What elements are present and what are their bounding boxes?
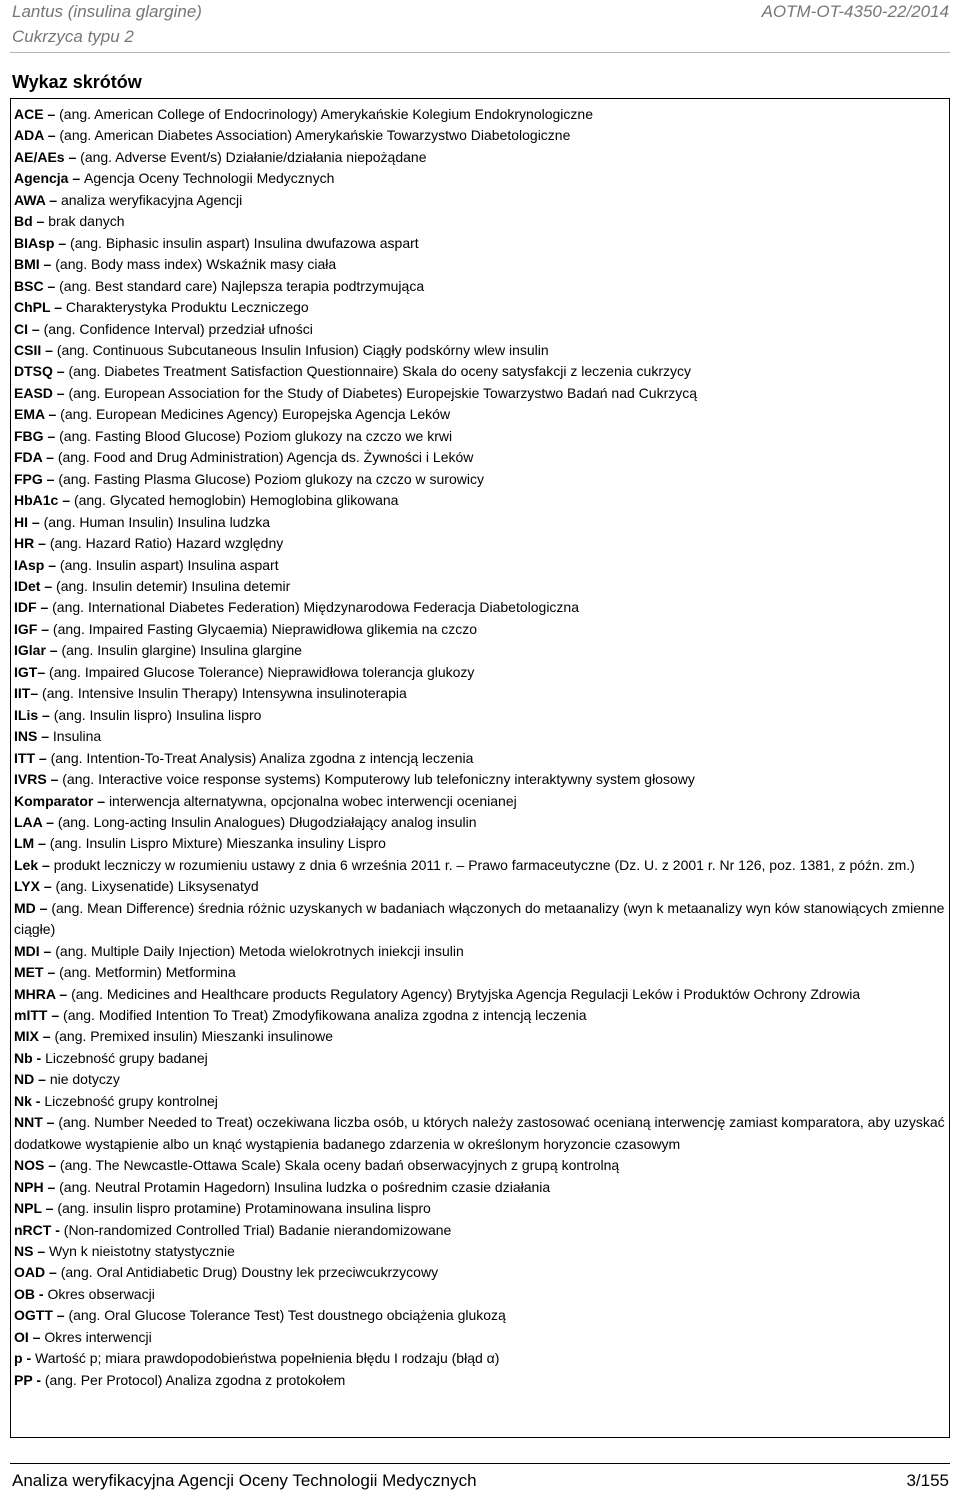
abbreviation-separator: –: [39, 878, 56, 895]
abbreviation-separator: –: [46, 771, 63, 788]
abbreviation-term: IDF: [14, 599, 37, 616]
abbreviation-separator: -: [31, 1092, 45, 1109]
abbreviation-entry: [14, 962, 946, 983]
abbreviation-entry: [14, 662, 946, 683]
abbreviation-term: MET: [14, 964, 44, 981]
abbreviation-separator: –: [36, 599, 53, 616]
abbreviation-definition: (ang. Adverse Event/s) Działanie/działania niepożądane: [80, 148, 427, 165]
abbreviation-term: nRCT: [14, 1221, 52, 1238]
abbreviation-entry: [14, 426, 946, 447]
abbreviation-separator: –: [41, 341, 57, 358]
abbreviation-term: p: [14, 1350, 23, 1367]
abbreviation-term: ACE: [14, 106, 44, 122]
abbreviation-entry: [14, 1048, 946, 1069]
abbreviation-definition: Okres obserwacji: [47, 1285, 155, 1302]
abbreviation-term: MHRA: [14, 985, 56, 1002]
abbreviation-entry: [14, 512, 946, 533]
abbreviation-term: INS: [14, 728, 38, 745]
abbreviation-definition: (ang. European Medicines Agency) Europejska Agencja Leków: [60, 406, 451, 423]
abbreviation-term: ND: [14, 1071, 35, 1088]
abbreviation-definition: (ang. Long-acting Insulin Analogues) Długodziałający analog insulin: [57, 813, 477, 830]
abbreviation-term: OGTT: [14, 1307, 53, 1324]
abbreviation-definition: (ang. Confidence Interval) przedział ufności: [43, 320, 313, 337]
abbreviation-definition: (ang. Fasting Blood Glucose) Poziom glukozy na czczo we krwi: [59, 427, 453, 444]
abbreviation-definition: (ang. Interactive voice response systems) Komputerowy lub telefoniczny interaktywny system głosowy: [62, 771, 695, 788]
abbreviation-separator: –: [43, 127, 60, 144]
abbreviation-definition: (ang. Diabetes Treatment Satisfaction Questionnaire) Skala do oceny satysfakcji z leczenia cukrzycy: [68, 363, 691, 380]
abbreviation-separator: –: [32, 213, 49, 230]
abbreviation-term: BMI: [14, 256, 40, 273]
abbreviation-entry: [14, 683, 946, 704]
document-code: AOTM-OT-4350-22/2014: [761, 2, 949, 21]
abbreviation-definition: Insulina: [52, 728, 102, 745]
abbreviation-entry: [14, 276, 946, 297]
abbreviation-separator: –: [50, 299, 66, 316]
abbreviation-definition: (ang. Premixed insulin) Mieszanki insulinowe: [54, 1028, 334, 1045]
abbreviation-definition: (ang. Insulin detemir) Insulina detemir: [56, 577, 291, 594]
abbreviation-term: ChPL: [14, 299, 51, 316]
abbreviation-separator: –: [52, 1307, 69, 1324]
abbreviation-definition: Okres interwencji: [44, 1328, 152, 1345]
document-subtitle: Cukrzyca typu 2: [12, 27, 134, 46]
abbreviation-entry: [14, 1241, 946, 1262]
abbreviation-separator: –: [40, 577, 57, 594]
abbreviation-term: Lek: [14, 856, 39, 873]
abbreviation-entry: [14, 319, 946, 340]
abbreviation-term: NNT: [14, 1114, 43, 1131]
abbreviation-definition: Liczebność grupy badanej: [45, 1049, 208, 1066]
abbreviation-separator: –: [28, 1328, 45, 1345]
abbreviation-definition: analiza weryfikacyjna Agencji: [60, 191, 243, 208]
header-divider: [10, 52, 950, 53]
abbreviation-definition: (ang. Insulin Lispro Mixture) Mieszanka insuliny Lispro: [49, 835, 386, 852]
abbreviation-separator: –: [43, 964, 60, 981]
abbreviation-definition: (ang. Metformin) Metformina: [59, 964, 236, 981]
abbreviation-separator: –: [43, 427, 60, 444]
abbreviation-definition: produkt leczniczy w rozumieniu ustawy z dnia 6 września 2011 r. – Prawo farmaceutyczne (Dz. U. z 2001 r. Nr 126, poz. 1381, z późn. zm.): [53, 856, 915, 873]
page-number: 3/155: [906, 1471, 949, 1490]
abbreviation-separator: –: [55, 985, 72, 1002]
abbreviation-entry: [14, 447, 946, 468]
abbreviation-separator: –: [54, 234, 71, 251]
abbreviation-entry: [14, 361, 946, 382]
abbreviation-definition: (ang. Biphasic insulin aspart) Insulina dwufazowa aspart: [70, 234, 419, 251]
abbreviation-definition: (ang. American College of Endocrinology) Amerykańskie Kolegium Endokrynologiczne: [59, 106, 593, 122]
abbreviation-term: HbA1c: [14, 492, 59, 509]
abbreviation-entry: [14, 748, 946, 769]
abbreviation-separator: –: [42, 470, 59, 487]
abbreviation-entry: [14, 791, 946, 812]
abbreviation-definition: (ang. insulin lispro protamine) Protaminowana insulina lispro: [57, 1200, 431, 1217]
abbreviation-entry: [14, 855, 946, 876]
abbreviation-definition: nie dotyczy: [49, 1071, 120, 1088]
abbreviation-entry: [14, 833, 946, 854]
abbreviation-definition: (ang. European Association for the Study of Diabetes) Europejskie Towarzystwo Badań nad Cukrzycą: [68, 384, 698, 401]
abbreviation-separator: –: [30, 685, 43, 702]
abbreviation-separator: –: [42, 1114, 59, 1131]
abbreviation-entry: [14, 340, 946, 361]
abbreviation-definition: (ang. Impaired Glucose Tolerance) Nieprawidłowa tolerancja glukozy: [49, 663, 475, 680]
abbreviation-entry: [14, 104, 946, 125]
abbreviation-entry: [14, 898, 946, 941]
abbreviation-separator: –: [44, 406, 61, 423]
abbreviation-definition: (ang. Continuous Subcutaneous Insulin Infusion) Ciągły podskórny wlew insulin: [56, 341, 549, 358]
abbreviation-term: IVRS: [14, 771, 47, 788]
abbreviation-separator: –: [41, 1200, 58, 1217]
abbreviation-definition: (Non-randomized Controlled Trial) Badanie nierandomizowane: [63, 1221, 452, 1238]
abbreviation-definition: (ang. Lixysenatide) Liksysenatyd: [55, 878, 259, 895]
abbreviation-entry: [14, 705, 946, 726]
abbreviation-separator: –: [58, 492, 74, 509]
abbreviation-separator: –: [44, 556, 60, 573]
abbreviation-separator: –: [37, 620, 53, 637]
abbreviation-term: PP: [14, 1371, 33, 1388]
abbreviation-entry: [14, 211, 946, 232]
abbreviation-separator: –: [45, 191, 61, 208]
abbreviation-term: BIAsp: [14, 234, 55, 251]
abbreviation-separator: –: [37, 663, 50, 680]
abbreviation-term: OAD: [14, 1264, 46, 1281]
abbreviation-entry: [14, 1348, 946, 1369]
abbreviation-term: ITT: [14, 749, 35, 766]
abbreviation-term: NPL: [14, 1200, 42, 1217]
abbreviation-definition: (ang. Human Insulin) Insulina ludzka: [43, 513, 271, 530]
abbreviation-term: MIX: [14, 1028, 39, 1045]
abbreviation-definition: (ang. Insulin lispro) Insulina lispro: [53, 706, 262, 723]
abbreviation-term: ADA: [14, 127, 44, 144]
abbreviation-term: mITT: [14, 1007, 48, 1024]
abbreviation-entry: [14, 1069, 946, 1090]
abbreviation-separator: –: [34, 835, 50, 852]
abbreviation-definition: Wartość p; miara prawdopodobieństwa popełnienia błędu I rodzaju (błąd α): [35, 1350, 500, 1367]
abbreviation-separator: –: [34, 535, 50, 552]
abbreviation-entry: [14, 147, 946, 168]
abbreviation-separator: –: [45, 642, 62, 659]
abbreviation-term: CSII: [14, 341, 42, 358]
abbreviation-term: AE/AEs: [14, 148, 65, 165]
abbreviation-definition: (ang. The Newcastle-Ottawa Scale) Skala oceny badań obserwacyjnych z grupą kontrolną: [59, 1157, 620, 1174]
abbreviation-definition: (ang. Modified Intention To Treat) Zmodyfikowana analiza zgodna z intencją leczenia: [63, 1007, 587, 1024]
abbreviation-separator: –: [43, 106, 60, 122]
abbreviation-entry: [14, 254, 946, 275]
abbreviation-entry: [14, 469, 946, 490]
abbreviation-definition: (ang. Food and Drug Administration) Agencja ds. Żywności i Leków: [57, 449, 474, 466]
abbreviation-definition: (ang. Number Needed to Treat) oczekiwana liczba osób, u których należy zastosować ocenianą interwencję zamiast komparatora, aby uzyskać dodatkowe wystąpienie albo un knąć wystąpienia badanego zdarzenia w określonym horyzoncie czasowym: [14, 1114, 945, 1152]
abbreviation-term: HR: [14, 535, 35, 552]
abbreviation-separator: –: [64, 148, 81, 165]
abbreviation-separator: –: [38, 1028, 55, 1045]
abbreviation-definition: (ang. Best standard care) Najlepsza terapia podtrzymująca: [59, 277, 425, 294]
abbreviation-separator: –: [35, 749, 51, 766]
abbreviation-entry: [14, 555, 946, 576]
abbreviation-entry: [14, 125, 946, 146]
abbreviation-entry: [14, 1327, 946, 1348]
abbreviation-separator: –: [34, 1071, 50, 1088]
abbreviation-definition: (ang. Insulin aspart) Insulina aspart: [59, 556, 279, 573]
abbreviation-separator: -: [35, 1285, 48, 1302]
abbreviation-separator: –: [33, 1243, 50, 1260]
abbreviation-entry: [14, 1284, 946, 1305]
abbreviation-entry: [14, 383, 946, 404]
abbreviation-entry: [14, 1198, 946, 1219]
abbreviation-separator: –: [93, 792, 109, 809]
abbreviation-term: CI: [14, 320, 28, 337]
abbreviation-definition: (ang. American Diabetes Association) Amerykańskie Towarzystwo Diabetologiczne: [59, 127, 571, 144]
abbreviation-definition: (ang. Intention-To-Treat Analysis) Analiza zgodna z intencją leczenia: [50, 749, 474, 766]
abbreviation-term: Komparator: [14, 792, 94, 809]
abbreviation-entry: [14, 941, 946, 962]
abbreviation-definition: (ang. Medicines and Healthcare products Regulatory Agency) Brytyjska Agencja Regulacji Leków i Produktów Ochrony Zdrowia: [71, 985, 861, 1002]
abbreviation-list-box: [10, 98, 950, 1438]
abbreviation-term: OB: [14, 1285, 35, 1302]
abbreviation-definition: Agencja Oceny Technologii Medycznych: [84, 170, 335, 187]
abbreviation-entry: [14, 1220, 946, 1241]
footer-text: Analiza weryfikacyjna Agencji Oceny Technologii Medycznych: [12, 1471, 477, 1490]
abbreviation-definition: Charakterystyka Produktu Leczniczego: [65, 299, 309, 316]
abbreviation-term: HI: [14, 513, 28, 530]
abbreviation-definition: Liczebność grupy kontrolnej: [44, 1092, 218, 1109]
abbreviation-entry: [14, 619, 946, 640]
abbreviation-term: EASD: [14, 384, 53, 401]
abbreviation-definition: (ang. Hazard Ratio) Hazard względny: [49, 535, 284, 552]
abbreviation-entry: [14, 1305, 946, 1326]
document-title: Lantus (insulina glargine): [12, 2, 202, 21]
abbreviation-entry: [14, 1026, 946, 1047]
abbreviation-entry: [14, 233, 946, 254]
abbreviation-separator: –: [28, 513, 44, 530]
abbreviation-entry: [14, 726, 946, 747]
abbreviation-definition: (ang. International Diabetes Federation) Międzynarodowa Federacja Diabetologiczna: [52, 599, 579, 616]
abbreviation-term: LAA: [14, 813, 43, 830]
abbreviation-entry: [14, 1112, 946, 1155]
abbreviation-entry: [14, 984, 946, 1005]
abbreviation-term: MDI: [14, 942, 40, 959]
abbreviation-separator: –: [52, 384, 69, 401]
abbreviation-term: LM: [14, 835, 35, 852]
abbreviation-separator: –: [47, 1007, 64, 1024]
abbreviation-entry: [14, 769, 946, 790]
abbreviation-definition: brak danych: [48, 213, 125, 230]
abbreviation-term: IAsp: [14, 556, 45, 573]
abbreviation-term: NS: [14, 1243, 34, 1260]
abbreviation-entry: [14, 490, 946, 511]
abbreviation-separator: –: [39, 942, 56, 959]
abbreviation-entry: [14, 1262, 946, 1283]
abbreviation-term: IIT: [14, 685, 31, 702]
abbreviation-entry: [14, 1177, 946, 1198]
abbreviation-entry: [14, 1091, 946, 1112]
abbreviation-term: FPG: [14, 470, 43, 487]
abbreviation-term: DTSQ: [14, 363, 53, 380]
abbreviation-term: IDet: [14, 577, 41, 594]
abbreviation-definition: interwencja alternatywna, opcjonalna wobec interwencji ocenianej: [108, 792, 517, 809]
abbreviation-entry: [14, 640, 946, 661]
abbreviation-term: OI: [14, 1328, 29, 1345]
abbreviation-term: FBG: [14, 427, 44, 444]
abbreviation-separator: -: [32, 1371, 45, 1388]
abbreviation-definition: (ang. Impaired Fasting Glycaemia) Nieprawidłowa glikemia na czczo: [52, 620, 477, 637]
abbreviation-term: FDA: [14, 449, 43, 466]
abbreviation-separator: –: [45, 1264, 61, 1281]
abbreviation-entry: [14, 1155, 946, 1176]
abbreviation-term: LYX: [14, 878, 40, 895]
abbreviation-definition: (ang. Intensive Insulin Therapy) Intensywna insulinoterapia: [42, 685, 407, 702]
abbreviation-term: IGlar: [14, 642, 46, 659]
abbreviation-separator: –: [39, 256, 56, 273]
abbreviation-definition: (ang. Oral Antidiabetic Drug) Doustny lek przeciwcukrzycowy: [60, 1264, 439, 1281]
abbreviation-term: Nb: [14, 1049, 33, 1066]
abbreviation-definition: (ang. Oral Glucose Tolerance Test) Test doustnego obciążenia glukozą: [68, 1307, 506, 1324]
abbreviation-separator: –: [68, 170, 85, 187]
abbreviation-entry: [14, 812, 946, 833]
abbreviation-entry: [14, 533, 946, 554]
abbreviation-term: AWA: [14, 191, 46, 208]
abbreviation-entry: [14, 1005, 946, 1026]
abbreviation-term: MD: [14, 899, 36, 916]
abbreviation-separator: –: [38, 856, 54, 873]
abbreviation-entry: [14, 597, 946, 618]
abbreviation-term: Agencja: [14, 170, 69, 187]
abbreviation-term: IGT: [14, 663, 38, 680]
abbreviation-separator: –: [37, 728, 53, 745]
abbreviation-definition: (ang. Fasting Plasma Glucose) Poziom glukozy na czczo w surowicy: [58, 470, 484, 487]
abbreviation-separator: –: [42, 813, 58, 830]
abbreviation-term: IGF: [14, 620, 38, 637]
abbreviation-separator: –: [38, 706, 54, 723]
abbreviation-entry: [14, 404, 946, 425]
abbreviation-definition: (ang. Multiple Daily Injection) Metoda wielokrotnych iniekcji insulin: [55, 942, 464, 959]
abbreviation-definition: (ang. Body mass index) Wskaźnik masy ciała: [55, 256, 337, 273]
abbreviation-entry: [14, 576, 946, 597]
footer-divider: [10, 1463, 950, 1464]
abbreviation-separator: –: [42, 449, 58, 466]
abbreviation-list: [14, 104, 946, 1391]
abbreviation-separator: –: [52, 363, 69, 380]
abbreviation-definition: (ang. Glycated hemoglobin) Hemoglobina glikowana: [73, 492, 399, 509]
abbreviation-entry: [14, 168, 946, 189]
abbreviation-entry: [14, 1370, 946, 1391]
abbreviation-term: EMA: [14, 406, 45, 423]
abbreviation-separator: –: [43, 277, 60, 294]
abbreviation-entry: [14, 876, 946, 897]
abbreviation-definition: Wyn k nieistotny statystycznie: [49, 1243, 235, 1260]
abbreviation-term: NPH: [14, 1178, 44, 1195]
abbreviation-definition: (ang. Mean Difference) średnia różnic uzyskanych w badaniach włączonych do metaanalizy (wyn k metaanalizy wyn ków stanowiących zmienne ciągłe): [14, 899, 945, 938]
abbreviation-definition: (ang. Insulin glargine) Insulina glargine: [61, 642, 302, 659]
abbreviation-term: Nk: [14, 1092, 32, 1109]
abbreviation-term: BSC: [14, 277, 44, 294]
abbreviation-separator: -: [32, 1049, 46, 1066]
abbreviation-term: Bd: [14, 213, 33, 230]
abbreviation-separator: –: [44, 1157, 60, 1174]
abbreviation-term: ILis: [14, 706, 39, 723]
abbreviation-term: NOS: [14, 1157, 45, 1174]
abbreviation-definition: (ang. Neutral Protamin Hagedorn) Insulina ludzka o pośrednim czasie działania: [59, 1178, 551, 1195]
abbreviation-separator: -: [22, 1350, 36, 1367]
abbreviation-definition: (ang. Per Protocol) Analiza zgodna z protokołem: [44, 1371, 346, 1388]
section-heading: Wykaz skrótów: [12, 72, 142, 92]
abbreviation-separator: –: [43, 1178, 60, 1195]
abbreviation-entry: [14, 297, 946, 318]
abbreviation-separator: –: [35, 899, 52, 916]
abbreviation-entry: [14, 190, 946, 211]
abbreviation-separator: -: [51, 1221, 64, 1238]
abbreviation-separator: –: [28, 320, 44, 337]
